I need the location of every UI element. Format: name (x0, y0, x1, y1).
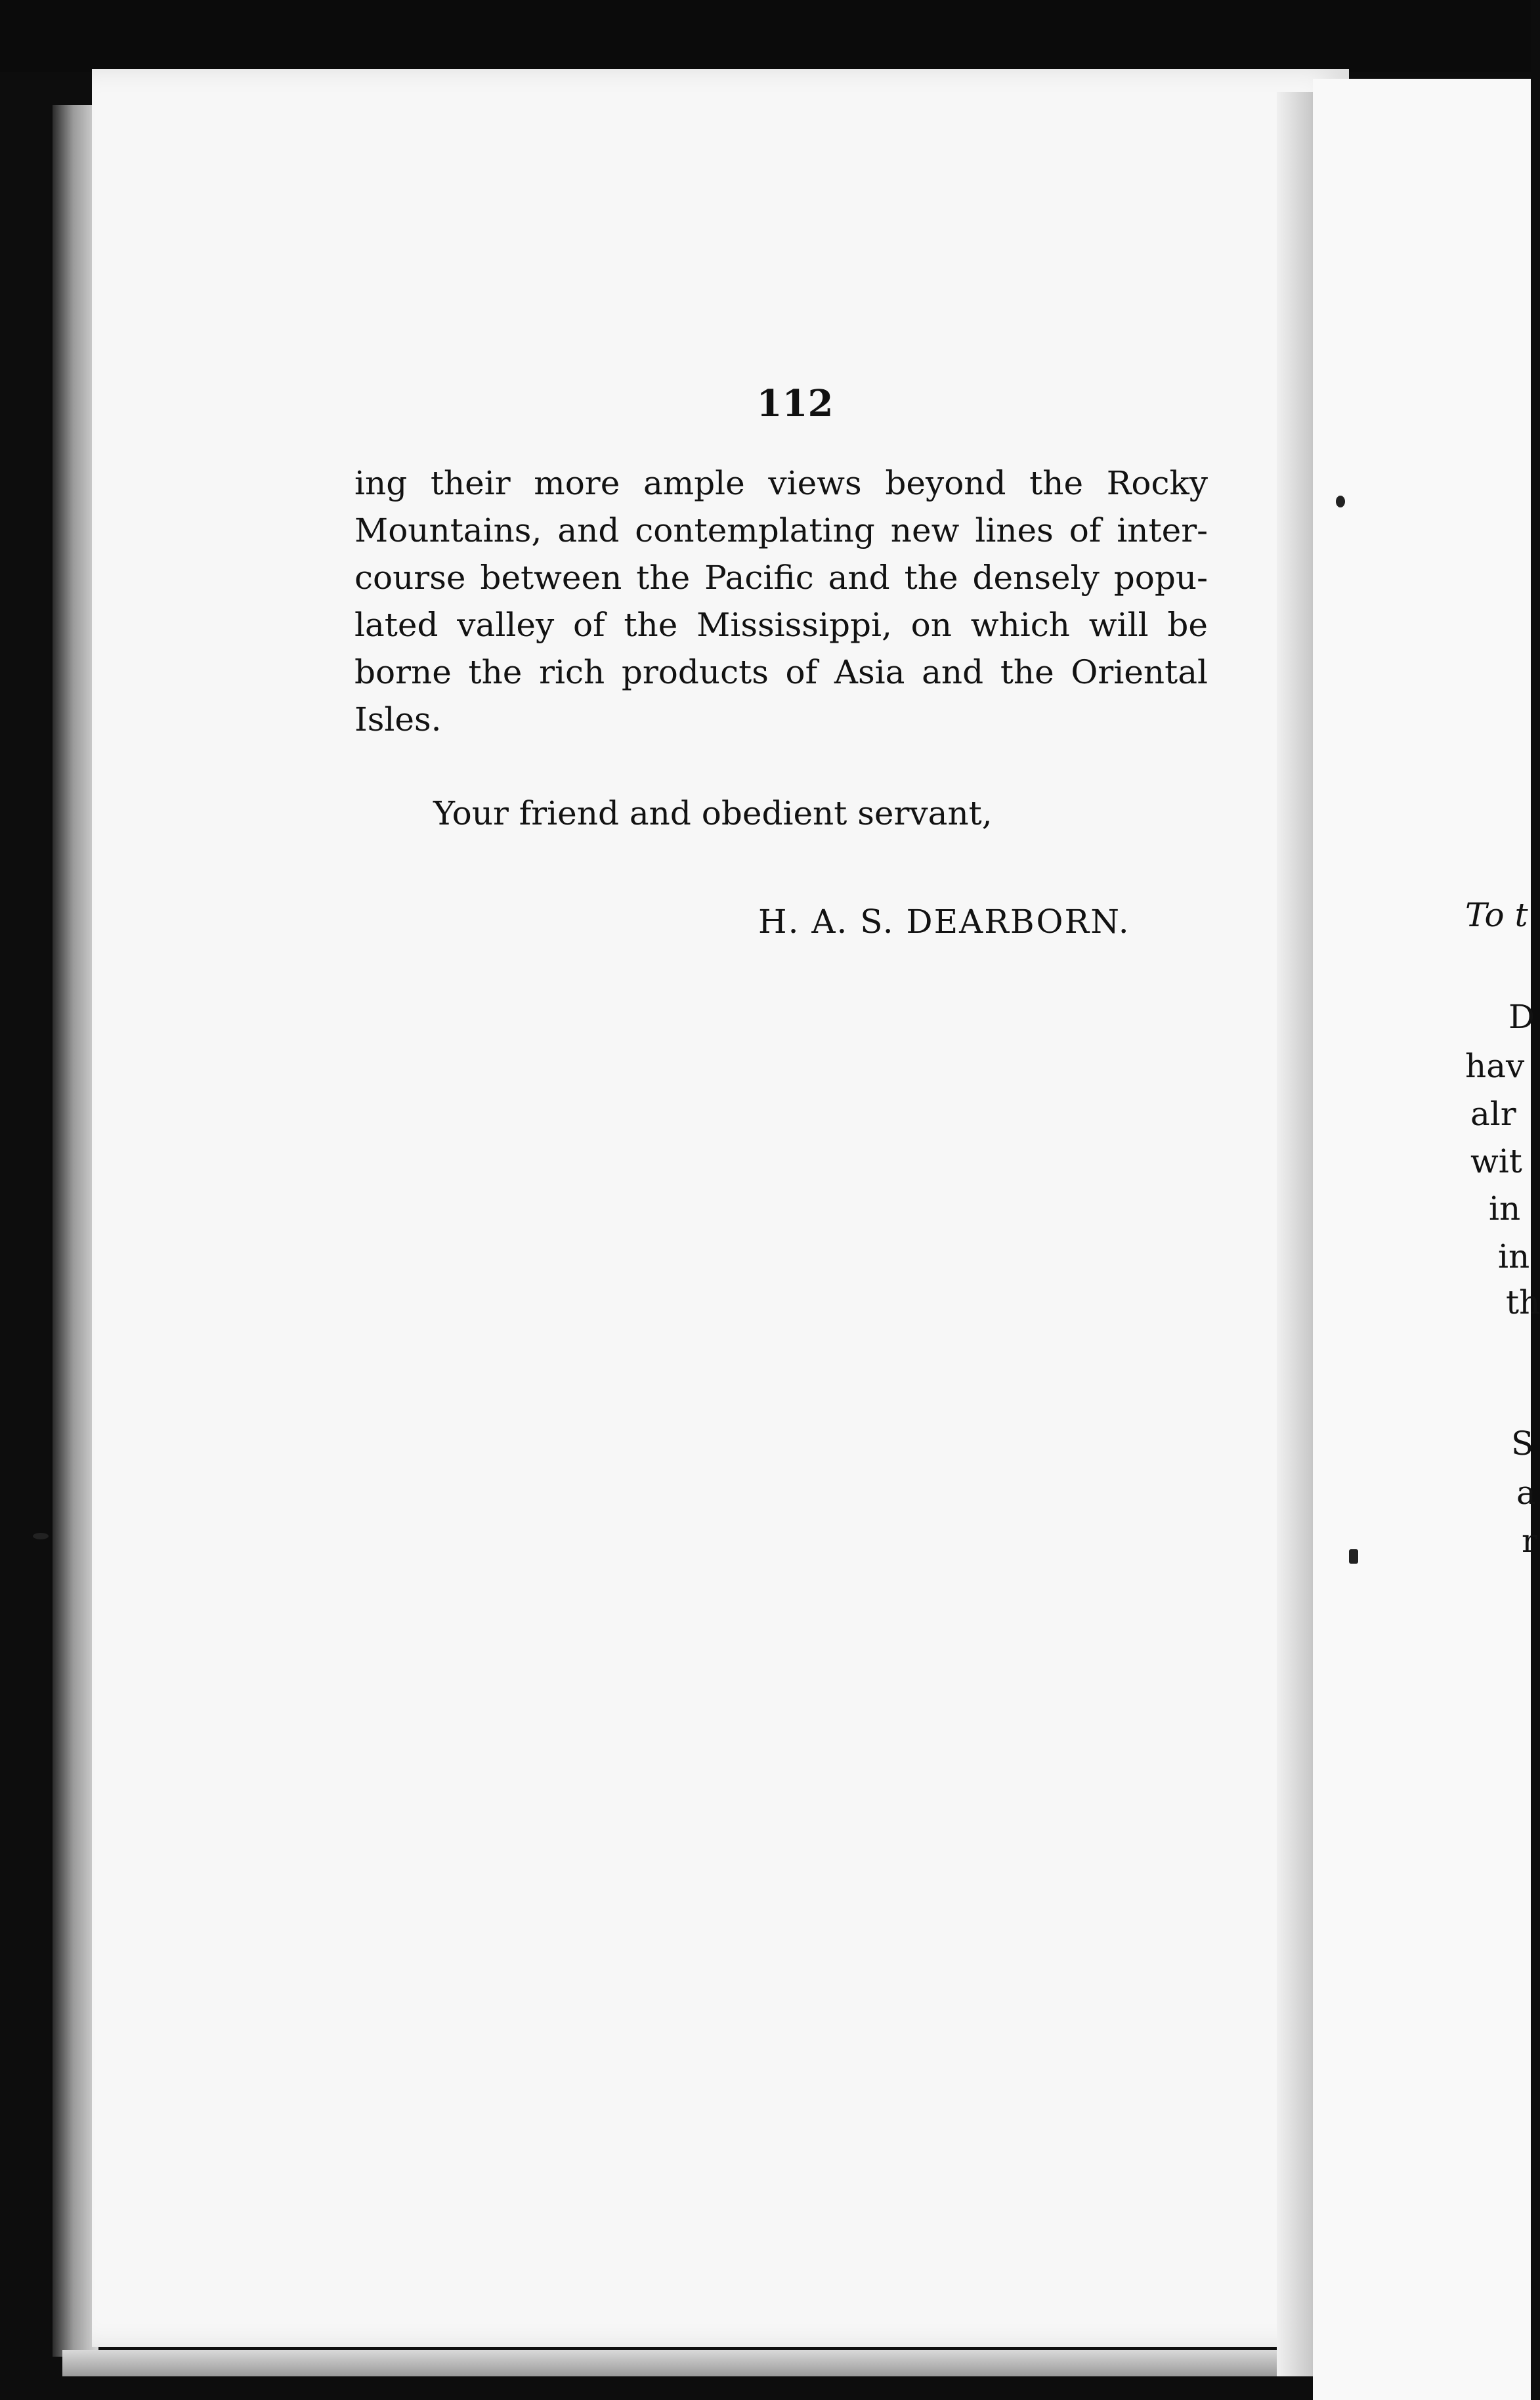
facing-page-fragment: D (1508, 998, 1535, 1036)
paragraph-line: course between the Pacific and the densely popu- (354, 559, 1208, 597)
paragraph-line: ing their more ample views beyond the Rocky (354, 464, 1208, 502)
paragraph-line: lated valley of the Mississippi, on which will be (354, 606, 1208, 644)
facing-page-fragment: S (1511, 1425, 1534, 1463)
ink-speck (33, 1533, 49, 1539)
scan-background (0, 0, 1531, 72)
ink-speck (1349, 1549, 1358, 1564)
paragraph-line: borne the rich products of Asia and the Oriental (354, 653, 1208, 691)
facing-page-fragment: To t (1465, 896, 1528, 934)
facing-page-fragment: r (1522, 1522, 1537, 1560)
facing-page-fragment: th (1506, 1283, 1540, 1321)
facing-page-fragment: a (1516, 1474, 1536, 1512)
paragraph-line: Mountains, and contemplating new lines of inter- (354, 511, 1208, 549)
facing-page-fragment: wit (1470, 1142, 1522, 1180)
facing-page-fragment: alr (1470, 1095, 1516, 1133)
page-bottom-edge (62, 2350, 1375, 2376)
ink-speck (1336, 496, 1345, 507)
letter-signature: H. A. S. DEARBORN. (758, 903, 1130, 941)
page-number: 112 (756, 382, 834, 425)
facing-page-fragment: in (1489, 1189, 1521, 1228)
facing-page-fragment: hav (1465, 1047, 1525, 1085)
paragraph-line: Isles. (354, 700, 442, 739)
letter-closing: Your friend and obedient servant, (433, 794, 993, 832)
facing-page-fragment: in (1498, 1237, 1530, 1275)
paragraph (354, 460, 1208, 743)
